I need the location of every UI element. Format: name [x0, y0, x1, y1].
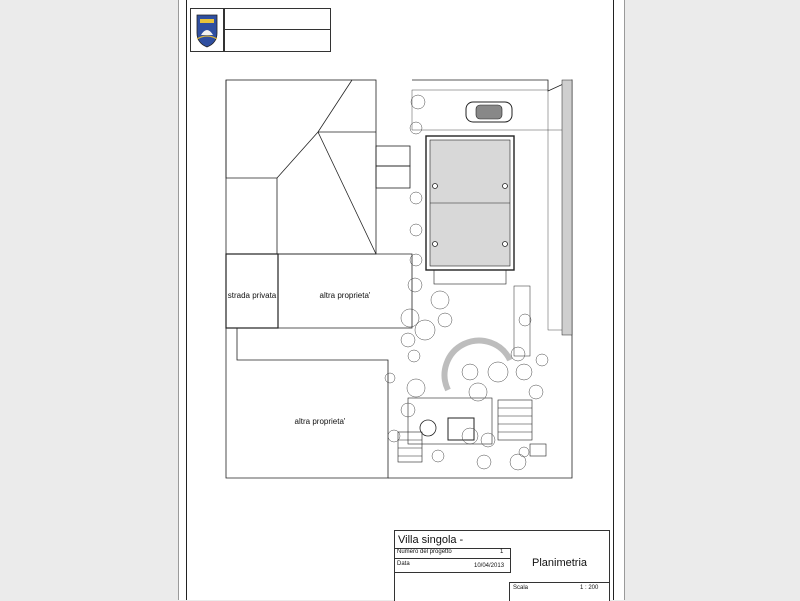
label-strada-privata: strada privata — [227, 291, 277, 300]
project-title: Villa singola - — [398, 534, 464, 546]
numero-label: Numero del progetto — [397, 549, 452, 555]
label-altra-proprieta-2: altra proprieta' — [294, 417, 346, 426]
data-value: 10/04/2013 — [474, 563, 505, 569]
drawing-name: Planimetria — [532, 557, 588, 569]
numero-value: 1 — [500, 549, 504, 555]
label-altra-proprieta-1: altra proprieta' — [319, 291, 371, 300]
scala-label: Scala — [513, 585, 529, 591]
data-label: Data — [397, 561, 410, 567]
scala-value: 1 : 200 — [580, 585, 599, 591]
